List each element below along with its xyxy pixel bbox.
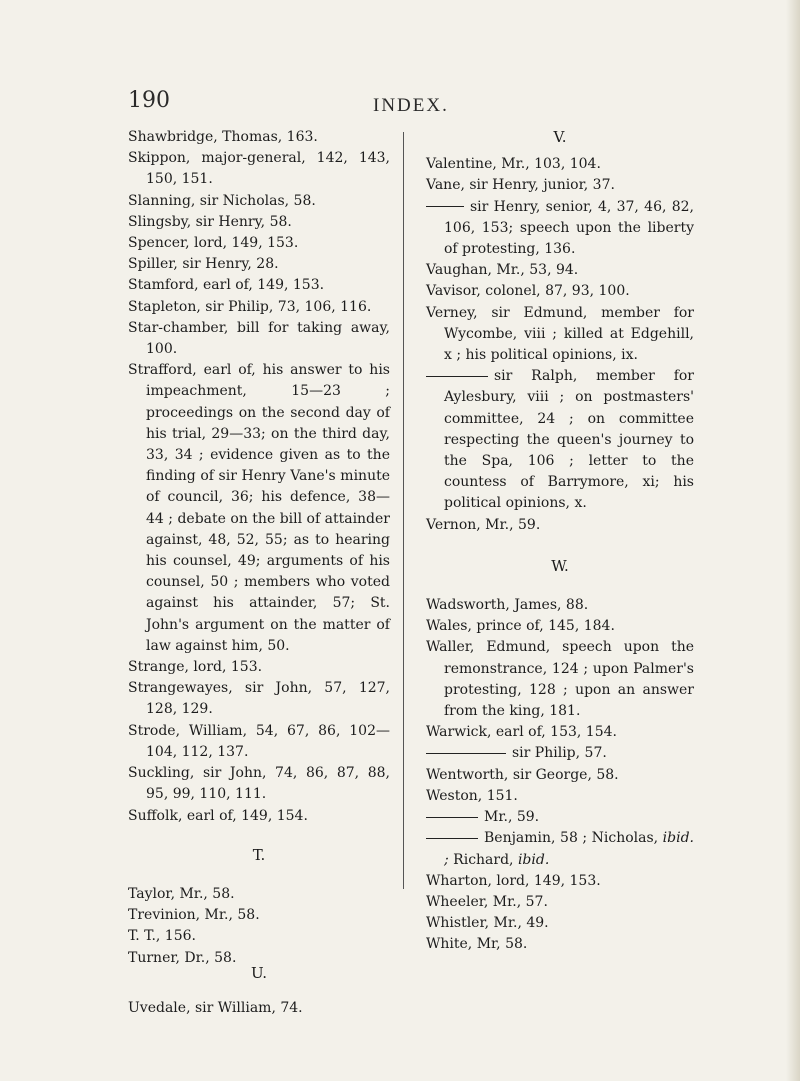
- index-subentry: [426, 828, 694, 870]
- index-entry: Strafford, earl of, his answer to his impeachment, 15—23 ; proceedings on the second day of his trial, 29—33; on the third day, 33, 34 ; evidence given as to the finding of sir Henry Vane's minute of council, 36; his defence, 38—44 ; debate on the bill of attainder against, 48, 52, 55; as to hearing his counsel, 49; arguments of his counsel, 50 ; members who voted against his attainder, 57; St. John's argument on the matter of law against him, 50.: [128, 362, 390, 654]
- index-entry: Suffolk, earl of, 149, 154.: [128, 807, 308, 824]
- index-entry: Taylor, Mr., 58.: [128, 885, 235, 902]
- index-entry: Turner, Dr., 58.: [128, 949, 237, 966]
- subentry-text: Benjamin, 58 ; Nicholas,: [484, 830, 659, 847]
- index-entry: Vavisor, colonel, 87, 93, 100.: [426, 283, 630, 300]
- subentry-text: sir Henry, senior, 4, 37, 46, 82, 106, 153; speech upon the liberty of protesting, 136.: [444, 198, 694, 258]
- ditto-dash: [426, 376, 488, 377]
- index-entry: Skippon, major-general, 142, 143, 150, 151.: [128, 150, 390, 188]
- index-entry: Strange, lord, 153.: [128, 659, 263, 676]
- index-entry: Spiller, sir Henry, 28.: [128, 256, 279, 273]
- ditto-dash: [426, 817, 478, 818]
- index-entry: Verney, sir Edmund, member for Wycombe, viii ; killed at Edgehill, x ; his political opinions, ix.: [426, 304, 694, 364]
- subentry-text: Mr., 59.: [484, 809, 540, 826]
- index-entry: Waller, Edmund, speech upon the remonstrance, 124 ; upon Palmer's protesting, 128 ; upon an answer from the king, 181.: [426, 639, 694, 720]
- ditto-dash: [426, 838, 478, 839]
- section-heading-v: V.: [553, 128, 567, 146]
- index-entry: Trevinion, Mr., 58.: [128, 907, 260, 924]
- index-entry: Stamford, earl of, 149, 153.: [128, 277, 325, 294]
- index-entry: Suckling, sir John, 74, 86, 87, 88, 95, 99, 110, 111.: [128, 765, 390, 803]
- index-entry: Whistler, Mr., 49.: [426, 915, 549, 932]
- index-entry: Vaughan, Mr., 53, 94.: [426, 262, 579, 279]
- index-entry: Vane, sir Henry, junior, 37.: [426, 177, 615, 194]
- ditto-dash: [426, 206, 464, 207]
- index-entry: Vernon, Mr., 59.: [426, 516, 541, 533]
- ibid-italic: ibid.: [517, 851, 550, 868]
- index-entry: Star-chamber, bill for taking away, 100.: [128, 319, 390, 358]
- index-entry: Wheeler, Mr., 57.: [426, 893, 548, 910]
- index-subentry: [426, 366, 694, 514]
- index-entry: Spencer, lord, 149, 153.: [128, 235, 299, 252]
- ibid-italic: ibid. ;: [444, 830, 694, 868]
- subentry-text: Richard,: [453, 851, 514, 868]
- section-heading-w: W.: [551, 556, 569, 575]
- section-heading-t: T.: [252, 845, 266, 864]
- index-entry: Wharton, lord, 149, 153.: [426, 872, 601, 889]
- index-subentry: [426, 743, 694, 764]
- index-entry: Strode, William, 54, 67, 86, 102—104, 112, 137.: [128, 722, 390, 760]
- index-entry: White, Mr, 58.: [426, 936, 528, 953]
- section-heading-u: U.: [250, 963, 268, 982]
- index-entry: Strangewayes, sir John, 57, 127, 128, 129.: [128, 680, 390, 718]
- index-entry: Slanning, sir Nicholas, 58.: [128, 192, 316, 209]
- column-divider: [403, 132, 404, 889]
- page-edge-shadow: [786, 0, 800, 1081]
- index-entry: Wentworth, sir George, 58.: [426, 766, 619, 783]
- index-entry: Wadsworth, James, 88.: [426, 597, 589, 614]
- index-entry: T. T., 156.: [128, 928, 196, 945]
- subentry-text: sir Ralph, member for Aylesbury, viii ; on postmasters' committee, 24 ; on committee respecting the queen's journey to the Spa, 106 ; letter to the countess of Barrymore, xi; his political opinions, x.: [444, 368, 694, 512]
- index-subentry: [426, 197, 694, 261]
- index-entry: Valentine, Mr., 103, 104.: [426, 156, 601, 173]
- running-head: INDEX.: [373, 95, 449, 116]
- index-entry: Slingsby, sir Henry, 58.: [128, 213, 292, 230]
- left-column: [128, 127, 390, 1019]
- subentry-text: sir Philip, 57.: [512, 745, 607, 762]
- index-subentry: [426, 807, 694, 828]
- index-entry: Uvedale, sir William, 74.: [128, 999, 303, 1016]
- index-entry: Stapleton, sir Philip, 73, 106, 116.: [128, 298, 372, 315]
- index-entry: Wales, prince of, 145, 184.: [426, 618, 615, 635]
- index-entry: Shawbridge, Thomas, 163.: [128, 129, 318, 145]
- index-entry: Warwick, earl of, 153, 154.: [426, 724, 617, 741]
- ditto-dash: [426, 753, 506, 754]
- index-entry: Weston, 151.: [426, 787, 518, 804]
- page-number: 190: [128, 88, 170, 113]
- right-column: [426, 127, 694, 956]
